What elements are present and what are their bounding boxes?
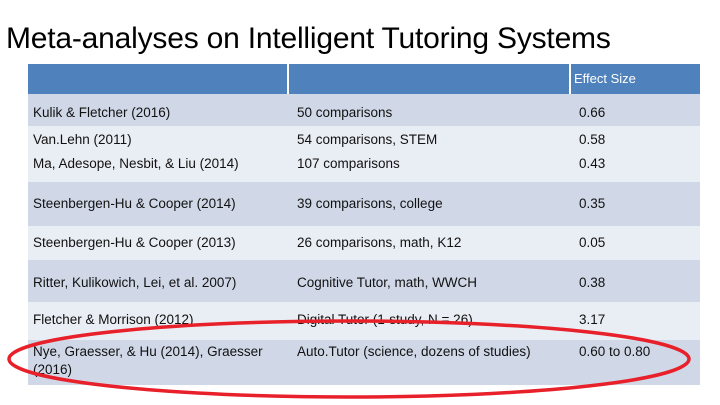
table-cell-description: 54 comparisons, STEM: [297, 132, 438, 147]
table-cell-effect: 0.05: [579, 235, 606, 250]
table-cell-description: Cognitive Tutor, math, WWCH: [297, 275, 478, 290]
table-cell-effect: 0.66: [579, 105, 606, 120]
table-cell-study: Kulik & Fletcher (2016): [33, 105, 171, 120]
table-cell-study: Steenbergen-Hu & Cooper (2013): [33, 235, 236, 250]
table-cell-description: 50 comparisons: [297, 105, 393, 120]
table-cell-study: Steenbergen-Hu & Cooper (2014): [33, 196, 236, 211]
table-cell-effect: 0.43: [579, 156, 606, 171]
table-cell-study: Ritter, Kulikowich, Lei, et al. 2007): [33, 275, 237, 290]
table-cell-study: Van.Lehn (2011): [33, 132, 132, 147]
table-cell-description: 26 comparisons, math, K12: [297, 235, 462, 250]
highlight-ellipse-outline: [9, 321, 689, 397]
slide-title: Meta-analyses on Intelligent Tutoring Systems: [6, 22, 611, 55]
table-cell-description: Auto.Tutor (science, dozens of studies): [297, 344, 531, 359]
table-cell-effect: 3.17: [579, 312, 606, 327]
table-cell-study: Ma, Adesope, Nesbit, & Liu (2014): [33, 156, 239, 171]
table-cell-description: 39 comparisons, college: [297, 196, 443, 211]
table-cell-description: 107 comparisons: [297, 156, 400, 171]
table-cell-study: Fletcher & Morrison (2012): [33, 312, 194, 327]
table-cell-effect: 0.58: [579, 132, 606, 147]
table-cell-description: Digital Tutor (1-study, N = 26): [297, 312, 473, 327]
table-cell-study: Nye, Graesser, & Hu (2014), Graesser (2016): [33, 344, 263, 377]
table-cell-effect: 0.38: [579, 275, 606, 290]
header-effect-size: Effect Size: [574, 71, 636, 86]
table-cell-effect: 0.60 to 0.80: [579, 344, 651, 359]
table-cell-effect: 0.35: [579, 196, 606, 211]
